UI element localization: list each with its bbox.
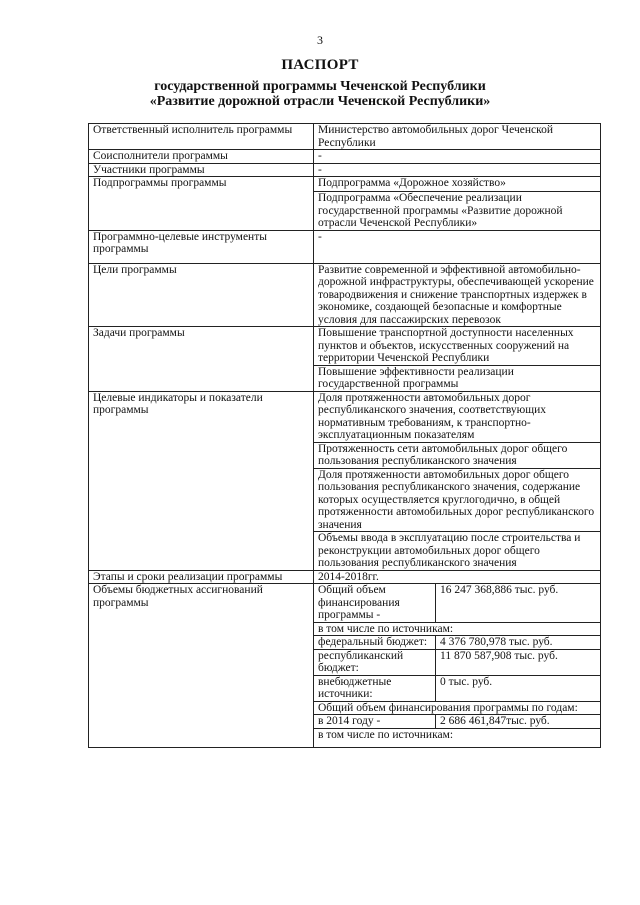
row-label: Целевые индикаторы и показатели программы — [89, 391, 314, 570]
table-row — [89, 230, 601, 263]
table-row — [314, 715, 600, 729]
table-row — [314, 701, 600, 715]
row-value: Доля протяженности автомобильных дорог республиканского значения, соответствующих нормативным требованиям, к транспортно-эксплуатационным показателям — [314, 391, 601, 442]
table-row — [89, 150, 601, 164]
row-value: Подпрограмма «Обеспечение реализации государственной программы «Развитие дорожной отрасли Чеченской Республики» — [314, 192, 601, 231]
document-subtitle — [0, 79, 640, 109]
budget-republic-label: республиканский бюджет: — [314, 649, 436, 675]
budget-sources-label: в том числе по источникам: — [314, 622, 600, 636]
row-label: Объемы бюджетных ассигнований программы — [89, 584, 314, 748]
row-value: Подпрограмма «Дорожное хозяйство» — [314, 177, 601, 192]
row-value: Министерство автомобильных дорог Чеченской Республики — [314, 124, 601, 150]
budget-republic-value: 11 870 587,908 тыс. руб. — [436, 649, 601, 675]
budget-cell — [314, 584, 601, 748]
budget-table — [314, 584, 600, 747]
budget-total-value: 16 247 368,886 тыс. руб. — [436, 584, 601, 622]
subtitle-line-2: «Развитие дорожной отрасли Чеченской Республики» — [149, 94, 491, 109]
table-row — [314, 622, 600, 636]
table-row — [89, 163, 601, 177]
row-value: Протяженность сети автомобильных дорог общего пользования республиканского значения — [314, 442, 601, 468]
table-row — [314, 728, 600, 747]
budget-federal-label: федеральный бюджет: — [314, 636, 436, 650]
budget-total-label: Общий объем финансирования программы - — [314, 584, 436, 622]
row-value: Повышение транспортной доступности населенных пунктов и объектов, искусственных сооружений на территории Чеченской Республики — [314, 327, 601, 366]
passport-table — [88, 123, 601, 748]
subtitle-line-1: государственной программы Чеченской Республики — [154, 79, 486, 94]
table-row — [89, 327, 601, 366]
row-label: Подпрограммы программы — [89, 177, 314, 231]
page-number: 3 — [317, 33, 323, 47]
row-value: 2014-2018гг. — [314, 570, 601, 584]
row-label: Программно-целевые инструменты программы — [89, 230, 314, 263]
table-row — [89, 263, 601, 327]
budget-by-years-label: Общий объем финансирования программы по годам: — [314, 701, 600, 715]
budget-sources-label-2: в том числе по источникам: — [314, 728, 600, 747]
row-value: Доля протяженности автомобильных дорог общего пользования республиканского значения, содержание которых осуществляется круглогодично, в общей протяженности автомобильных дорог республиканского значения — [314, 468, 601, 532]
document-title: ПАСПОРТ — [281, 57, 359, 73]
table-row — [314, 675, 600, 701]
budget-2014-label: в 2014 году - — [314, 715, 436, 729]
table-row — [89, 584, 601, 748]
row-value: Повышение эффективности реализации государственной программы — [314, 365, 601, 391]
table-row — [314, 584, 600, 622]
row-value: - — [314, 163, 601, 177]
row-label: Ответственный исполнитель программы — [89, 124, 314, 150]
row-label: Цели программы — [89, 263, 314, 327]
row-value: - — [314, 150, 601, 164]
table-row — [314, 649, 600, 675]
budget-offbudget-label: внебюджетные источники: — [314, 675, 436, 701]
row-value: Развитие современной и эффективной автомобильно-дорожной инфраструктуры, обеспечивающей ускорение товародвижения и снижение транспортных издержек в экономике, создающей безопасные и комфортные условия для пассажирских перевозок — [314, 263, 601, 327]
table-row — [89, 391, 601, 442]
row-value: Объемы ввода в эксплуатацию после строительства и реконструкции автомобильных дорог общего пользования республиканского значения — [314, 532, 601, 571]
budget-federal-value: 4 376 780,978 тыс. руб. — [436, 636, 601, 650]
table-row — [89, 177, 601, 192]
row-label: Задачи программы — [89, 327, 314, 392]
budget-offbudget-value: 0 тыс. руб. — [436, 675, 601, 701]
row-label: Этапы и сроки реализации программы — [89, 570, 314, 584]
table-row — [89, 124, 601, 150]
row-value: - — [314, 230, 601, 263]
table-row — [314, 636, 600, 650]
row-label: Соисполнители программы — [89, 150, 314, 164]
budget-2014-value: 2 686 461,847тыс. руб. — [436, 715, 601, 729]
row-label: Участники программы — [89, 163, 314, 177]
table-row — [89, 570, 601, 584]
